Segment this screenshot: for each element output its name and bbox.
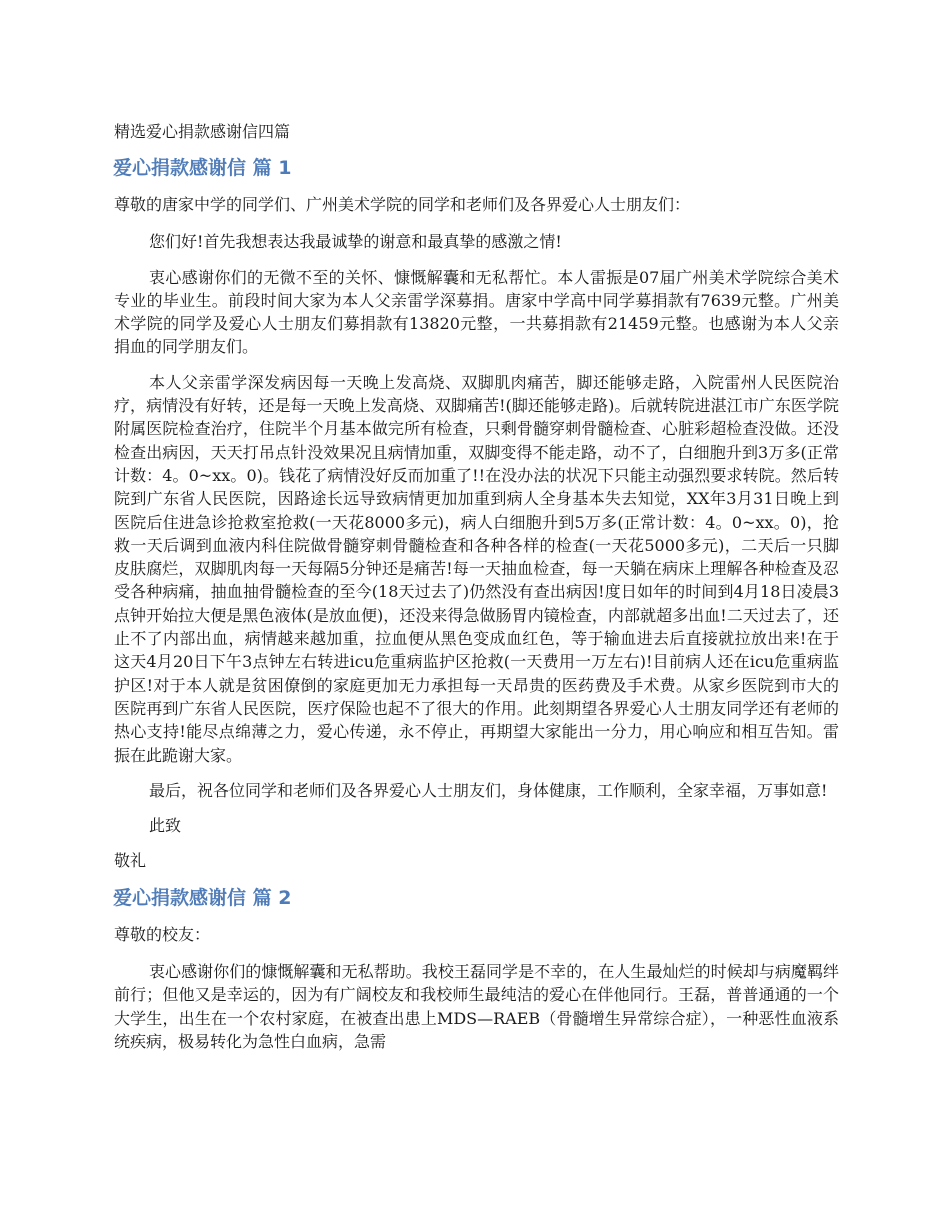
salutation-1: 尊敬的唐家中学的同学们、广州美术学院的同学和老师们及各界爱心人士朋友们： bbox=[114, 195, 691, 214]
section-heading-1: 爱心捐款感谢信 篇 1 bbox=[113, 157, 292, 179]
document-title: 精选爱心捐款感谢信四篇 bbox=[114, 122, 291, 141]
paragraph: 本人父亲雷学深发病因每一天晚上发高烧、双脚肌肉痛苦，脚还能够走路，入院雷州人民医院治疗，病情没有好转，还是每一天晚上发高烧、双脚痛苦!(脚还能够走路)。后就转院进湛江市广东医学院附属医院检查治疗，住院半个月基本做完所有检查，只剩骨髓穿刺骨髓检查、心脏彩超检查没做。还没检查出病因，天天打吊点针没效果况且病情加重，双脚变得不能走路，动不了，白细胞升到3万多(正常计数：4。0~xx。0)。钱花了病情没好反而加重了!!在没办法的状况下只能主动强烈要求转院。然后转院到广东省人民医院，因路途长远导致病情更加加重到病人全身基本失去知觉，XX年3月31日晚上到医院后住进急诊抢救室抢救(一天花8000多元)，病人白细胞升到5万多(正常计数：4。0~xx。0)，抢救一天后调到血液内科住院做骨髓穿刺骨髓检查和各种各样的检查(一天花5000多元)，二天后一只脚皮肤腐烂，双脚肌肉每一天每隔5分钟还是痛苦!每一天抽血检查，每一天躺在病床上理解各种检查及忍受各种病痛，抽血抽骨髓检查的至今(18天过去了)仍然没有查出病因!度日如年的时间到4月18日凌晨3点钟开始拉大便是黑色液体(是放血便)，还没来得急做肠胃内镜检查，内部就超多出血!二天过去了，还止不了内部出血，病情越来越加重，拉血便从黑色变成血红色，等于输血进去后直接就拉放出来!在于这天4月20日下午3点钟左右转进icu危重病监护区抢救(一天费用一万左右)!目前病人还在icu危重病监护区!对于本人就是贫困僚倒的家庭更加无力承担每一天昂贵的医药费及手术费。从家乡医院到市大的医院再到广东省人民医院，医疗保险也起不了很大的作用。此刻期望各界爱心人士朋友同学还有老师的热心支持!能尽点绵薄之力，爱心传递，永不停止，再期望大家能出一分力，用心响应和相互告知。雷振在此跪谢大家。 bbox=[114, 372, 839, 765]
paragraph: 最后，祝各位同学和老师们及各界爱心人士朋友们，身体健康，工作顺利，全家幸福，万事如意! bbox=[149, 780, 828, 800]
closing-phrase: 此致 bbox=[149, 816, 182, 836]
closing-salute: 敬礼 bbox=[114, 851, 147, 871]
section-heading-2: 爱心捐款感谢信 篇 2 bbox=[113, 886, 292, 909]
paragraph: 衷心感谢你们的无微不至的关怀、慷慨解囊和无私帮忙。本人雷振是07届广州美术学院综合美术专业的毕业生。前段时间大家为本人父亲雷学深募捐。唐家中学高中同学募捐款有7639元整。广州美术学院的同学及爱心人士朋友们募捐款有13820元整，一共募捐款有21459元整。也感谢为本人父亲捐血的同学朋友们。 bbox=[114, 267, 839, 357]
paragraph: 您们好!首先我想表达我最诚挚的谢意和最真挚的感激之情! bbox=[149, 232, 562, 252]
salutation-2: 尊敬的校友： bbox=[114, 924, 211, 944]
paragraph: 衷心感谢你们的慷慨解囊和无私帮助。我校王磊同学是不幸的，在人生最灿烂的时候却与病魔羁绊前行；但他又是幸运的，因为有广阔校友和我校师生最纯洁的爱心在伴他同行。王磊，普普通通的一个大学生，出生在一个农村家庭，在被查出患上MDS—RAEB（骨髓增生异常综合症），一种恶性血液系统疾病，极易转化为急性白血病，急需 bbox=[114, 962, 839, 1051]
document-page bbox=[114, 120, 839, 1065]
